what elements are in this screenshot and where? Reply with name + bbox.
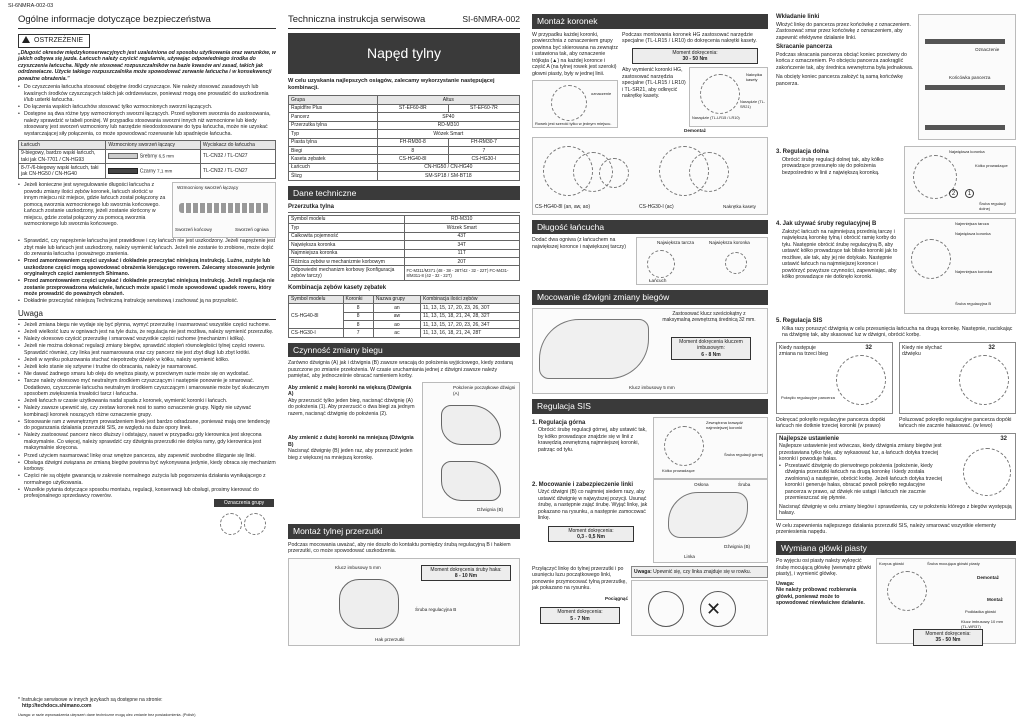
list-item: • Sprawdzić, czy naprężenie łańcucha jest prawidłowe i czy łańcuch nie jest uszkodzony. Jeżeli naprężenie jest zbyt małe lub łańcuch jest uszkodzony, należy wymienić łańcuch. Jeżeli nie zostanie to zrobione, może dojść do zerwania łańcucha i poważnego zranienia. [18,238,276,258]
bolt-icon [648,591,684,627]
document-id: SI-6NMRA-002-03 [8,3,54,9]
chain-length-text: Dodać dwa ogniwa (z łańcuchem na największej koronce i największej tarczy) [532,237,626,250]
safety-title: Ogólne informacje dotyczące bezpieczeństwa [18,14,276,29]
sprocket-text-3: Aby wymienić koronki HG, zastosować narzędzia specjalne (TL-LR15 / LR10) i TL-SR21, aby odkręcić nakrętkę kasety. [622,67,686,100]
sprocket-icon [725,252,747,274]
footnote: * Instrukcje serwisowe w innych językach są dostępne na stronie: http://techdocs.shimano.com Uwaga: w razie wprowadzenia ulepszeń dane techniczne mogą ulec zmianie bez powiadomienia. (Polish) [18,697,196,717]
caution-bullets [18,322,276,501]
freehub-note: Nie należy próbować rozbierania główki, ponieważ może to spowodować niewłaściwe działanie. [776,587,865,607]
housing-icon [925,85,1005,90]
freehub-bar: Wymiana główki piasty [776,541,1016,556]
sprocket-icon [220,513,242,535]
lever-torque-box: Moment dokręcenia kluczem imbusowym: 6 - 8 Nm [671,337,751,360]
freehub-icon [887,571,927,611]
list-item: • Obsługa dźwigni związana ze zmianą biegów powinna być wykonywana jedynie, kiedy obraca się mechanizm korbowy. [18,460,276,473]
cassette-icon [959,355,1009,405]
table-row: Rapidfire Plus ST-EF60-8R ST-EF60-7R [289,104,520,112]
housing-cut-text: Podczas skracania pancerza obciąć koniec przeciwny do końca z oznaczeniem. Po obcięciu pancerza zaokrąglić zakończenie tak, aby średnica wewnętrzna była jednakowa. [776,51,914,71]
table-row: Odpowiedni mechanizm korbowy (konfiguracja zębów tarczy) FC-M311/M371 (48 - 38 - 28T/42 - 32 - 22T) FC-M431-8/M311-8 (42 - 32 - 22T) [289,266,520,281]
shifting-text: Zarówno dźwignia (A) jak i dźwignia (B) zawsze wracają do położenia wyjściowego, kiedy zostaną puszczone po zmianie przełożenia. W czasie uruchamiania jednej z dźwigni zawsze należy pamiętać, aby jednocześnie obracać ramieniem korby. [288,360,513,380]
caution-title: Uwaga [18,309,276,320]
housing-cap-text: Na obcięty koniec pancerza założyć tą samą końcówkę pancerza. [776,74,903,87]
lubricate-text: W celu zapewnienia najlepszego działania przerzutki SIS, należy smarować wszystkie elementy przeniesienia napędu. [776,522,996,535]
table-row: Ślizg SM-SP18 / SM-BT18 [289,172,520,180]
freehub-figure: Korpus główki Śruba mocująca główki piasty Demontaż Montaż Podkładka główki Klucz imbusowy 10 mm (TL-WR37) Moment dokręcenia: 35 - 50 Nm [876,558,1016,644]
list-item: • Dostępne są dwa różne typy wzmocnionych sworzni łączących. Przed wyborem sworznia do zastosowania, należy sprawdzić w tabeli poniżej. W przypadku stosowania sworzni innych niż wzmocnione lub kiedy stosowany jest sworzeń wzmocniony lub narzędzie nieodostosowane do typu łańcucha, może nie uzyskać wystarczającej siły połączenia, co może spowodować rozerwanie lub spadnięcie łańcucha. [18,111,276,137]
pin-illustration-cell: Czarny 7,1 mm [106,164,201,179]
table-cell: TL-CN32 / TL-CN27 [200,164,275,179]
list-item: • Jeżeli łańcuch w czasie użytkowania nadal spada z koronek, wymienić koronki i łańcuch. [18,398,276,405]
pin-icon [108,168,138,174]
sis-step-5-text: Kilka razy poruszyć dźwignią w celu przesunięcia łańcucha na drugą koronkę. Następnie, naciskając na dźwignię tak, aby skasować luz w dźwigni, obrócić korbę. [782,325,1013,338]
groove-caution-box: Uwaga: Upewnić się, czy linka znajduje się w rowku. [631,566,768,578]
cable-fix-figure: Osłona Śruba Dźwignia (B) Linka [653,479,768,563]
list-item: • Do łączenia wąskich łańcuchów stosować tylko wzmocnionych sworzni łączących. [18,104,276,111]
list-item: • Przestawić dźwignię do pierwotnego położenia (położenie, kiedy dźwignia przerzutki łańcuch na drugą koronkę i kiedy została zwolniona) a następnie, obrócić korbę. Jeżeli łańcuch dotyka trzeciej koronki i generuje hałas, obracać powoli pokrętło regulacyjne pancerza w prawo, aż dźwięk nie ustąpi i łańcuch nie zacznie przemieszczać się płynnie. [779,463,947,502]
pin-table-header: Łańcuch [19,141,106,149]
table-row: Pancerz SP40 [289,113,520,121]
chain-length-figure: Największa tarcza Największa koronka Łańcuch [636,237,768,285]
techdocs-link[interactable]: http://techdocs.shimano.com [22,703,92,710]
sprocket-icon [244,513,266,535]
rd-specs-table [288,215,520,281]
sprocket-icon [911,239,951,279]
step-marker-1: 1 [965,189,974,198]
shifter-icon [668,492,748,538]
sprocket-text-2: Podczas montowania koronek HG zastosować narzędzie specjalne (TL-LR15 / LR10) do dokręcenia nakrętki kasety. [622,31,757,45]
sis-step-1-text: Obrócić śrubę regulacji górnej, aby ustawić tak, by kółko prowadzące znajdzie się w linii z krawędzią zewnętrzną najmniejszej koronki, patrząc od tyłu. [538,427,647,453]
lever-a-title: Aby zmienić z małej koronki na większą (Dźwignia A) [288,384,412,398]
list-item: • Wszelkie pytania dotyczące sposobu montażu, regulacji, konserwacji lub obsługi, prosimy kierować do profesjonalnego sprzedawcy rowerów. [18,487,276,500]
housing-cut-title: Skracanie pancerza [776,44,833,50]
table-row: Największa koronka 34T [289,241,520,249]
table-row: Najmniejsza koronka 11T [289,249,520,257]
table-row: 8 ao 11, 13, 15, 17, 20, 23, 26, 34T [289,320,520,328]
cassette-icon [836,355,886,405]
rd-install-bar: Montaż tylnej przerzutki [288,524,520,539]
table-row: Całkowita pojemność 43T [289,232,520,240]
step-marker-2: 2 [949,189,958,198]
sis2-torque-box: Moment dokręcenia: 0,3 - 0,5 Nm [548,526,634,543]
group-mark-label: Oznaczenia grupy [214,499,274,507]
chain-length-bar: Długość łańcucha [532,220,768,235]
list-item: • Jeżeli nie można dokonać regulacji zmiany biegów, sprawdzić stopień równoległości tylnej części roweru. Sprawdzić również, czy linka jest nasmarowana oraz czy pancerz nie jest zbyt długi lub zbyt krótki. [18,343,276,356]
sprocket-column: Montaż koronek W przypadku każdej koronki, powierzchnia z oznaczeniem grupy powinna być skierowana na zewnątrz i ustawiona tak, aby oznaczenie trójkąta (▲) na każdej koronce i część A (na tylnej rowek jest szeroki) głowni piasty, były w jednej linii. Rowek jest szeroki tylko w jednym miejscu. oznaczenie Podczas montowania koronek HG zastosować narzędzie specjalne (TL-LR15 / LR10) do dokręcenia nakrętki kasety. Moment dokręcenia: 30 - 50 Nm Aby wymienić koronki HG, zastosować narzędzia specjalne (TL-LR15 / LR10) i TL-SR21, aby odkręcić nakrętkę kasety. Nakrętka kasety Narzędzie (TL-LR15 / LR10) Narzędzie (TL-SR21) Demontaż Nakrętka kasety CS-HG40-8I (an, aw, ao) CS-HG30-I (ac) Długość łańcucha Dodać dwa ogniwa (z łańcuchem na największej koronce i największej tarczy) Największa tarcza Największa koronka Łańcuch Mocowanie dźwigni zmiany biegów Zastosować klucz sześciokątny z maksymalną zewnętrzną średnicą 32 mm. Moment dokręcenia kluczem imbusowym: 6 - 8 Nm Klucz imbusowy 5 mm Regulacja SIS 1. Regulacja górna Obrócić śrubę regulacji górnej, aby ustawić tak, by kółko prowadzące znajdzie się w linii z krawędzią zewnętrzną najmniejszej koronki, patrząc od tyłu. Zewnętrzna krawędź najmniejszej koronki Śruba regulacji górnej Kółko prowadzące 2. Mocowanie i zabezpieczenie linki Użyć dźwigni (B) co najmniej siedem razy, aby ustawić dźwignię w najwyższej pozycji. Usunąć śrubę, a następnie zająć śrubę. Wyjąć linkę, jak pokazano na rysunku, a następnie zamocować linkę. Moment dokręcenia: 0,3 - 0,5 Nm Osłona Śruba Dźwignia (B) Linka Przyłączyć linkę do tylnej przerzutki i po usunięciu luzu początkowego linki, ponownie przymocować tylną przerzutkę, jak pokazano na rysunku. Pociągnąć Moment dokręcenia: 5 - 7 Nm Uwaga: Upewnić się, czy linka znajduje się w rowku. ✕ [532,14,768,636]
sprocket-text-1: W przypadku każdej koronki, powierzchnia z oznaczeniem grupy powinna być skierowana na zewnątrz i ustawiona tak, aby oznaczenie trójkąta (▲) na każdej koronce i część A (na tylnej rowek jest szeroki) głowni piasty, były w jednej linii. [532,31,618,77]
b-screw-title: 4. Jak używać śruby regulacyjnej B [776,221,877,227]
no-noise-box: Kiedy nie słychać dźwięku 32 [899,342,1016,414]
table-row: Przerzutka tylna RD-M310 [289,121,520,129]
pin-icon [108,153,138,159]
hub-body-icon [551,85,587,121]
combo-table: Grupa Altus Rapidfire Plus ST-EF60-8R ST-EF60-7R Pancerz SP40 Przerzutka tylna RD-M310 Typ Wózek Smart Piasta tylna FH-RM30-8 FH-RM30-7 Biegi 8 7 Kaseta zębatek CS-HG40-8I CS-HG30-I Łańcuch CN-HG50 / CN-HG40 Ślizg SM-SP18 / SM-BT18 [288,95,520,180]
list-item: • Dokładnie przeczytać niniejszą Techniczną instrukcję serwisową i zachować ją na przyszłość. [18,298,276,305]
chain-pin-figure: Wzmocniony sworzeń łączący Sworzeń końcowy Sworzeń ogniwa [172,182,276,238]
table-row: Symbol modelu RD-M310 [289,215,520,223]
safety-column [18,14,276,717]
sis-step-2-title: 2. Mocowanie i zabezpieczenie linki [532,481,634,488]
warning-label: OSTRZEŻENIE [34,36,84,44]
pin-illustration-cell: Srebrny 6,5 mm [106,149,201,164]
list-item: • Jeżeli wielkość luzu w ogniwach jest na tyle duża, że regulacja nie jest możliwa, należy wymienić przerzutkę. [18,329,276,336]
manual-header [288,14,520,29]
adjustment-column [776,14,1016,644]
table-row: Różnica zębów w mechanizmie korbowym 20T [289,258,520,266]
sis-step-1-title: 1. Regulacja górna [532,419,586,426]
list-item: • Tarcze należy okresowo myć neutralnym środkiem czyszczącym i następnie ponownie je smarować. Dodatkowo, czyszczenie łańcucha neutralnym środkiem czyszczącym i smarowanie może być skutecznym sposobem zwiększenia trwałości tarcz i łańcucha. [18,378,276,398]
warning-header [18,34,90,48]
rd-specs-title: Przerzutka tylna [288,204,520,213]
sprocket-icon [599,158,629,188]
cassette-table: Symbol modelu Koronki Nazwa grupy Kombinacja ilości zębów CS-HG40-8I 8 an 11, 13, 15, 17, 20, 23, 26, 30T 8 aw 11, 13, 15, 18, 21, 24, 28, 32T 8 ao 11, 13, 15, 17, 20, 23, 26, 34T CS-HG30-I 7 ac 11, 13, 16, 18, 21, 24, 28T [288,295,520,338]
list-item: • Należy okresowo czyścić przerzutkę i smarować wszystkie części ruchome (mechanizm i kółka). [18,336,276,343]
lever-a-text: Aby przerzucić tylko jeden bieg, nacisnąć dźwignię (A) do położenia (1). Aby przerzucić o dwa biegi za jednym razem, nacisnąć dźwignię do położenia (2). [288,397,415,417]
cassette-icon [700,74,740,114]
list-item: • Do czyszczenia łańcucha stosować obojętne środki czyszczące. Nie należy stosować zasadowych lub kwaśnych środków czyszczących takich jak odrdzewiacze, ponieważ mogą one prowadzić do uszkodzenia i/lub usterki łańcucha. [18,84,276,104]
freehub-text: Po wyjęciu osi piasty należy wykręcić śrubę mocującą główkę (wewnątrz główki piasty), i wymienić główkę. [776,558,872,578]
b-screw-figure: Najmniejsza tarcza Największa koronka Najmniejsza koronka Śruba regulacyjna B [904,218,1016,314]
lever-mount-bar: Mocowanie dźwigni zmiany biegów [532,290,768,305]
cable-housing-figure: Oznaczenie Końcówka pancerza [918,14,1016,140]
removal-figure: Nakrętka kasety Narzędzie (TL-LR15 / LR10) Narzędzie (TL-SR21) [689,67,768,127]
freehub-note-title: Uwaga: [776,580,795,587]
list-item: • Należy zastosować pancerz nieco dłuższy i odstający, nawet w przypadku gdy kierownica jest skręcona maksymalnie. Co więcej, należy sprawdzić czy dźwignia przerzutki nie dotyka ramy, gdy kierownica jest maksymalnie skręcona. [18,432,276,452]
table-row: Biegi 8 7 [289,146,520,154]
low-adjust-text: Obrócić śrubę regulacji dolnej tak, aby kółko prowadzące przesunęło się do położenia bezpośrednio w linii z największą koronką. [782,156,884,176]
shifter-a-icon[interactable] [441,405,501,445]
sprocket-icon [664,426,704,466]
cable-groove-figure [631,580,768,636]
cassette-exploded-figure: Nakrętka kasety CS-HG40-8I (an, aw, ao) CS-HG30-I (ac) [532,137,768,215]
cable-insert-title: Wkładanie linki [776,14,820,20]
table-row: CS-HG40-8I 8 an 11, 13, 15, 17, 20, 23, 26, 30T [289,304,520,312]
sis-bar: Regulacja SIS [532,399,768,414]
sprocket-torque-box: Moment dokręcenia: 30 - 50 Nm [632,48,758,65]
table-row [19,149,276,164]
warning-icon [22,36,30,43]
lever-b-title: Aby zmienić z dużej koronki na mniejszą (Dźwignia B) [288,435,414,448]
manual-title: Techniczna instrukcja serwisowa [288,14,426,25]
tighten-text: Dokręcać pokrętło regulacyjne pancerza dopóki łańcuch nie dotknie trzeciej koronki (w prawo) [776,416,886,429]
loosen-text: Poluzować pokrętło regulacyjne pancerza dopóki łańcuch nie zacznie hałasować. (w lewo) [899,416,1012,429]
cassette-icon [963,448,1011,496]
table-row: 8 aw 11, 13, 15, 18, 21, 24, 28, 32T [289,312,520,320]
cable-insert-text: Włożyć linkę do pancerza przez końcówkę z oznaczeniem. Zastosować smar przez końcówkę z oznaczeniem, aby zapewnić efektywne działanie linki. [776,21,911,41]
table-row: Piasta tylna FH-RM30-8 FH-RM30-7 [289,138,520,146]
sprocket-bar: Montaż koronek [532,14,768,29]
table-row [19,164,276,179]
table-row: Łańcuch CN-HG50 / CN-HG40 [289,163,520,171]
lever-b-text: Nacisnąć dźwignię (B) jeden raz, aby przerzucić jeden bieg z większej na mniejszą koronkę. [288,448,413,461]
rd-install-figure: Klucz imbusowy 5 mm Śruba regulacyjna B Hak przerzutki Moment dokręcenia śruby haka: 8 - 10 Nm [288,558,520,646]
pin-table-header: Wzmocniony sworzeń łączący [106,141,201,149]
incorrect-icon: ✕ [706,598,722,619]
low-adjust-figure: Największa koronka Kółko prowadzące 2 1 Śruba regulacji dolnej [904,146,1016,214]
table-cell: 9-biegowy, bardzo wąski łańcuch, taki jak CN-7701 / CN-HG93 [19,149,106,164]
list-item: • Przed zamontowaniem części uzyskać i dokładnie przeczytać niniejszą instrukcję. Luźne, zużyte lub uszkodzone części mogą spowodować obrażenia kierującego rowerem. Zalecamy stosowanie jedynie oryginalnych części zamiennych Shimano. [18,258,276,278]
table-row: Typ Wózek Smart [289,224,520,232]
best-setting-title: Najlepsze ustawienie [779,435,840,442]
housing-icon [925,125,1005,130]
rd-install-text: Podczas mocowania uważać, aby nie doszło do kontaktu pomiędzy śrubą regulacyjną B i hakiem przerzutki, co może spowodować uszkodzenia. [288,541,511,555]
lever-mount-figure: Zastosować klucz sześciokątny z maksymalną zewnętrzną średnicą 32 mm. Moment dokręcenia kluczem imbusowym: 6 - 8 Nm Klucz imbusowy 5 mm [532,308,768,394]
specs-bar: Dane techniczne [288,186,520,201]
pull-cable-text: Przyłączyć linkę do tylnej przerzutki i po usunięciu luzu początkowego linki, ponownie przymocować tylną przerzutkę, jak pokazano na rysunku. [532,565,627,592]
table-row: CS-HG30-I 7 ac 11, 13, 16, 18, 21, 24, 28T [289,329,520,337]
rear-drive-column [288,14,520,646]
safety-bullets-2b [18,238,276,305]
list-item: • Należy zawsze upewnić się, czy zestaw koronek nosi to samo oznaczenie grupy. Nigdy nie używać kombinacji koronek noszących różne oznaczenie grupy. [18,405,276,418]
safety-bullets-1 [18,84,276,137]
best-setting-box: Najlepsze ustawienie 32 Najlepsze ustawienie jest wówczas, kiedy dźwignia zmiany biegów jest przestawiana tylko tyle, aby wykasować luz, a łańcuch dotyka trzeciej koronki i powoduje hałas. • Przestawić dźwignię do pierwotnego położenia (położenie, kiedy dźwignia przerzutki łańcuch na drugą koronkę i kiedy została zwolniona) a następnie, obrócić korbę. Jeżeli łańcuch dotyka trzeciej koronki i generuje hałas, obracać powoli pokrętło regulacyjne pancerza w prawo, aż dźwięk nie ustąpi i łańcuch nie zacznie przemieszczać się płynnie. Nacisnąć dźwignię w celu zmiany biegów i sprawdzenia, czy w położeniu którego z biegów występują hałasy. [776,433,1016,520]
list-item: • Przed użyciem nasmarować linkę oraz wnętrze pancerza, aby zapewnić swobodne ślizganie się linki. [18,453,276,460]
rear-drive-banner: Napęd tylny [288,33,520,75]
list-item: • Jeżeli zmiana biegu nie wydaje się być płynna, wymyć przerzutkę i nasmarować wszystkie części ruchome. [18,322,276,329]
list-item: • Jeżeli koło stanie się sztywne i trudne do obracania, należy je nasmarować. [18,364,276,371]
list-item: • Przed zamontowaniem części uzyskać i dokładnie przeczytać niniejszą instrukcję. Jeżeli regulacja nie zostanie przeprowadzona właściwie, łańcuch może spaść i może spowodować upadek roweru, który może prowadzić do poważnych obrażeń. [18,278,276,298]
shifter-b-icon[interactable] [441,461,501,501]
rd-torque-box: Moment dokręcenia śruby haka: 8 - 10 Nm [421,565,511,582]
list-item: • Jeżeli w wyniku poluzowania stuchać niepotrzeby dźwięk w kółku, należy wymienić kółko. [18,357,276,364]
group-mark-figure [214,499,274,555]
cassette-title: Kombinacja zębów kasety zębatek [288,285,387,292]
shifting-bar: Czynność zmiany biegu [288,343,520,358]
manual-code: SI-6NMRA-002 [462,14,520,24]
b-screw-text: Założyć łańcuch na najmniejszą przednią tarczę i największą koronkę tylną i obrócić ramię korby do tyłu. Następnie obrócić śrubę regulacyjną B, aby ustawić kółko prowadzące tak blisko koronki jak to możliwe, ale tak, aby jej nie dotykało. Następnie ustawić łańcuch na najmniejszej koronce i powtórzyć powyższe czynności, zapewniając, aby kółko prowadzące nie dotknęło koronki. [782,228,898,280]
list-item: • Jeżeli konieczne jest wyregulowanie długości łańcucha z powodu zmiany ilości zębów koronek, łańcuch skrócić w innym miejscu niż miejsce, gdzie łańcuch został połączony za pomocą sworznia wzmocnionego lub sworznia końcowego. Łańcuch zostanie uszkodzony, jeżeli zostanie skrócony w miejscu, gdzie został połączony za pomocą sworznia wzmocnionego lub sworznia końcowego. [18,182,168,228]
chainring-icon [647,250,675,278]
table-cell: TL-CN32 / TL-CN27 [200,149,275,164]
shifter-figure: Położenie początkowe dźwigni (A) Dźwignia (B) [422,382,520,518]
sis-step-2-text: Użyć dźwigni (B) co najmniej siedem razy, aby ustawić dźwignię w najwyższej pozycji. Usunąć śrubę, a następnie zająć śrubę. Wyjąć linkę, jak pokazano na rysunku, a następnie zamocować linkę. [538,489,648,522]
warning-intro: „Długość okresów międzykonserwacyjnych jest uzależniona od sposobu użytkowania oraz warunków, w jakich odbywa się jazda. Łańcuch należy czyścić regularnie, używając odpowiedniego środka do czyszczenia łańcucha. Nigdy nie stosować rozpuszczalników na bazie kwasów ani zasad, takich jak odrdzewiacze. Użycie takiego rozpuszczalnika może spowodować zerwanie łańcucha i w konsekwencji poważne obrażenia.” [18,49,276,82]
pin-table-header: Wyciskacz do łańcucha [200,141,275,149]
chain-illustration [179,203,269,213]
top-adjust-figure: Zewnętrzna krawędź najmniejszej koronki Śruba regulacji górnej Kółko prowadzące [653,417,768,479]
hub-groove-figure: Rowek jest szeroki tylko w jednym miejscu. oznaczenie [532,80,618,128]
derailleur-icon [339,579,399,629]
table-row: Typ Wózek Smart [289,130,520,138]
list-item: • Nie dawać żadnego smaru lub oleju do wnętrza piasty, w przeciwnym razie może się on wydostać. [18,371,276,378]
table-row: Kaseta zębatek CS-HG40-8I CS-HG30-I [289,155,520,163]
handlebar-icon [539,319,649,379]
list-item: • Stosowanie ram z wewnętrznym prowadzeniem linek jest bardzo odradzane, ponieważ mają one tendencję do pogarszania działania przerzutki SIS, ze względu na duże opory linek. [18,419,276,432]
combo-intro: W celu uzyskania najlepszych osiągów, zalecamy wykorzystanie następującej kombinacji. [288,78,495,92]
hub-torque-box: Moment dokręcenia: 35 - 50 Nm [913,629,983,646]
sprocket-icon [689,152,729,192]
safety-bullets-2a [18,182,168,238]
pin-table [18,140,276,179]
shift-third-box: Kiedy następuje zmiana na trzeci bieg 32 Pokrętło regulacyjne pancerza [776,342,893,414]
lever-mount-text: Zastosować klucz sześciokątny z maksymalną zewnętrzną średnicą 32 mm. [662,311,756,324]
housing-icon [925,39,1005,44]
cable-torque-box: Moment dokręcenia: 5 - 7 Nm [540,607,620,624]
list-item: • Części nie są objęte gwarancją w zakresie normalnego zużycia lub pogorszenia działania wynikającego z normalnego użytkowania. [18,473,276,486]
table-cell: 8-/7-/6-biegowy wąski łańcuch, taki jak CN-HG50 / CN-HG40 [19,164,106,179]
low-adjust-title: 3. Regulacja dolna [776,149,829,155]
sis-step-5-title: 5. Regulacja SIS [776,318,823,324]
